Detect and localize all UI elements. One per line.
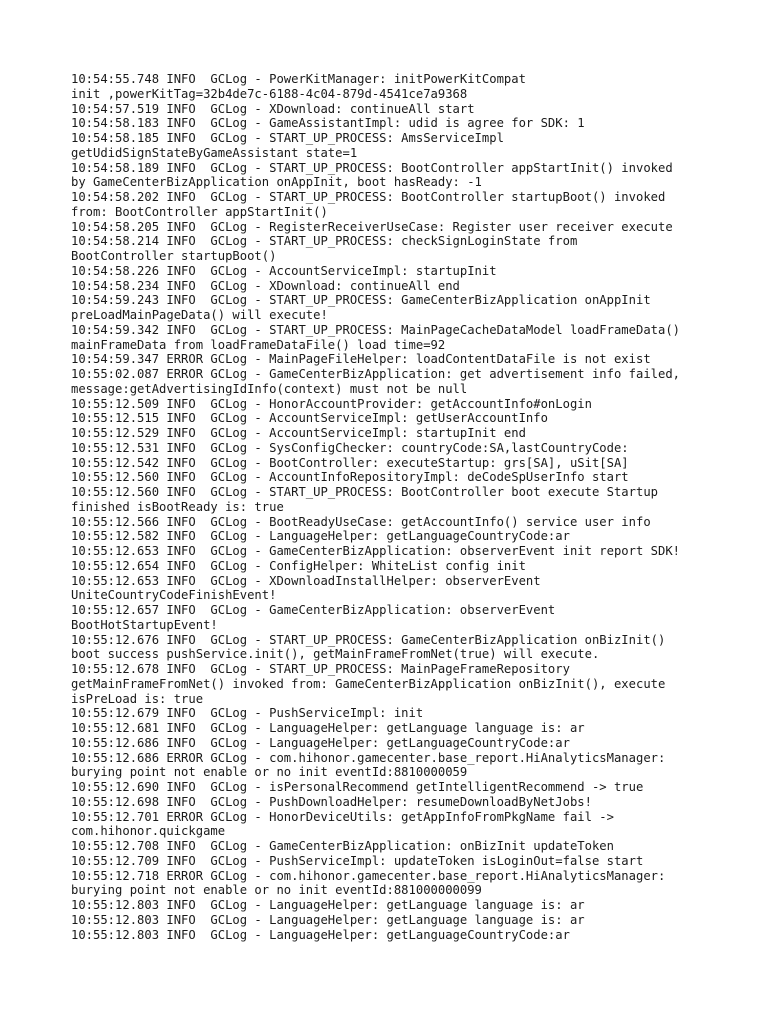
log-line: by GameCenterBizApplication onAppInit, boot hasReady: -1 — [71, 175, 482, 190]
log-line: 10:54:58.183 INFO GCLog - GameAssistantImpl: udid is agree for SDK: 1 — [71, 116, 585, 131]
log-line: 10:54:58.205 INFO GCLog - RegisterReceiverUseCase: Register user receiver execute — [71, 219, 673, 234]
log-line: 10:55:12.678 INFO GCLog - START_UP_PROCESS: MainPageFrameRepository — [71, 662, 570, 676]
log-line: 10:54:59.342 INFO GCLog - START_UP_PROCESS: MainPageCacheDataModel loadFrameData() — [71, 322, 681, 337]
log-line: 10:54:58.202 INFO GCLog - START_UP_PROCESS: BootController startupBoot() invoked — [71, 190, 666, 204]
log-line: 10:54:58.234 INFO GCLog - XDownload: continueAll end — [71, 278, 460, 293]
log-line: 10:54:59.347 ERROR GCLog - MainPageFileHelper: loadContentDataFile is not exist — [71, 352, 651, 367]
log-line: burying point not enable or no init eventId:8810000059 — [71, 765, 468, 780]
log-line: BootHotStartupEvent! — [71, 617, 218, 632]
log-line: boot success pushService.init(), getMainFrameFromNet(true) will execute. — [71, 647, 600, 662]
log-line: 10:55:12.653 INFO GCLog - XDownloadInstallHelper: observerEvent — [71, 573, 541, 588]
log-line: 10:55:12.803 INFO GCLog - LanguageHelper: getLanguage language is: ar — [71, 898, 585, 912]
log-line: 10:55:12.701 ERROR GCLog - HonorDeviceUtils: getAppInfoFromPkgName fail -> — [71, 809, 614, 824]
log-line: init ,powerKitTag=32b4de7c-6188-4c04-879d-4541ce7a9368 — [71, 86, 468, 101]
log-line: 10:55:12.718 ERROR GCLog - com.hihonor.gamecenter.base_report.HiAnalyticsManager: — [71, 868, 666, 883]
log-line: 10:55:12.679 INFO GCLog - PushServiceImpl: init — [71, 706, 424, 721]
log-line: 10:55:12.686 ERROR GCLog - com.hihonor.gamecenter.base_report.HiAnalyticsManager: — [71, 750, 666, 765]
log-line: 10:55:12.654 INFO GCLog - ConfigHelper: WhiteList config init — [71, 558, 526, 573]
log-line: 10:55:12.676 INFO GCLog - START_UP_PROCESS: GameCenterBizApplication onBizInit() — [71, 632, 666, 647]
log-line: 10:54:58.214 INFO GCLog - START_UP_PROCESS: checkSignLoginState from — [71, 234, 578, 249]
log-line: 10:54:57.519 INFO GCLog - XDownload: continueAll start — [71, 101, 475, 116]
log-line: 10:54:58.226 INFO GCLog - AccountServiceImpl: startupInit — [71, 263, 497, 278]
log-line: preLoadMainPageData() will execute! — [71, 308, 328, 322]
log-line: message:getAdvertisingIdInfo(context) must not be null — [71, 381, 468, 396]
log-line: finished isBootReady is: true — [71, 499, 284, 514]
log-line: 10:55:02.087 ERROR GCLog - GameCenterBizApplication: get advertisement info failed, — [71, 367, 681, 381]
log-line: 10:55:12.690 INFO GCLog - isPersonalRecommend getIntelligentRecommend -> true — [71, 780, 644, 794]
log-line: 10:55:12.698 INFO GCLog - PushDownloadHelper: resumeDownloadByNetJobs! — [71, 794, 592, 809]
log-line: 10:55:12.566 INFO GCLog - BootReadyUseCase: getAccountInfo() service user info — [71, 514, 651, 529]
log-line: 10:55:12.509 INFO GCLog - HonorAccountProvider: getAccountInfo#onLogin — [71, 396, 592, 411]
log-line: 10:55:12.803 INFO GCLog - LanguageHelper: getLanguage language is: ar — [71, 912, 585, 927]
log-line: com.hihonor.quickgame — [71, 824, 226, 839]
log-line: 10:54:59.243 INFO GCLog - START_UP_PROCESS: GameCenterBizApplication onAppInit — [71, 293, 651, 308]
log-line: UniteCountryCodeFinishEvent! — [71, 588, 277, 603]
log-line: 10:54:55.748 INFO GCLog - PowerKitManager: initPowerKitCompat — [71, 72, 526, 86]
log-line: 10:55:12.560 INFO GCLog - AccountInfoRepositoryImpl: deCodeSpUserInfo start — [71, 470, 629, 485]
log-line: 10:54:58.185 INFO GCLog - START_UP_PROCESS: AmsServiceImpl — [71, 131, 504, 145]
log-line: mainFrameData from loadFrameDataFile() load time=92 — [71, 337, 446, 352]
log-line: getMainFrameFromNet() invoked from: GameCenterBizApplication onBizInit(), execute — [71, 676, 666, 691]
log-document — [71, 72, 761, 942]
log-line: 10:55:12.681 INFO GCLog - LanguageHelper: getLanguage language is: ar — [71, 721, 585, 735]
log-line: from: BootController appStartInit() — [71, 204, 328, 219]
log-line: 10:55:12.542 INFO GCLog - BootController: executeStartup: grs[SA], uSit[SA] — [71, 455, 629, 470]
log-line: 10:55:12.560 INFO GCLog - START_UP_PROCESS: BootController boot execute Startup — [71, 485, 658, 499]
log-line: 10:55:12.529 INFO GCLog - AccountServiceImpl: startupInit end — [71, 426, 526, 440]
log-line: 10:55:12.708 INFO GCLog - GameCenterBizApplication: onBizInit updateToken — [71, 839, 614, 853]
log-line: getUdidSignStateByGameAssistant state=1 — [71, 145, 358, 160]
log-line: 10:55:12.803 INFO GCLog - LanguageHelper: getLanguageCountryCode:ar — [71, 927, 570, 942]
log-line: 10:55:12.686 INFO GCLog - LanguageHelper: getLanguageCountryCode:ar — [71, 735, 570, 750]
log-line: 10:54:58.189 INFO GCLog - START_UP_PROCESS: BootController appStartInit() invoked — [71, 160, 673, 175]
log-line: 10:55:12.709 INFO GCLog - PushServiceImpl: updateToken isLoginOut=false start — [71, 853, 644, 868]
log-line: isPreLoad is: true — [71, 691, 204, 706]
log-line: BootController startupBoot() — [71, 249, 277, 263]
log-line: 10:55:12.582 INFO GCLog - LanguageHelper: getLanguageCountryCode:ar — [71, 529, 570, 544]
log-line: 10:55:12.515 INFO GCLog - AccountServiceImpl: getUserAccountInfo — [71, 411, 548, 426]
log-line: burying point not enable or no init eventId:881000000099 — [71, 883, 482, 898]
log-line: 10:55:12.657 INFO GCLog - GameCenterBizApplication: observerEvent — [71, 603, 556, 617]
log-line: 10:55:12.653 INFO GCLog - GameCenterBizApplication: observerEvent init report SDK! — [71, 544, 681, 558]
log-line: 10:55:12.531 INFO GCLog - SysConfigChecker: countryCode:SA,lastCountryCode: — [71, 440, 629, 455]
